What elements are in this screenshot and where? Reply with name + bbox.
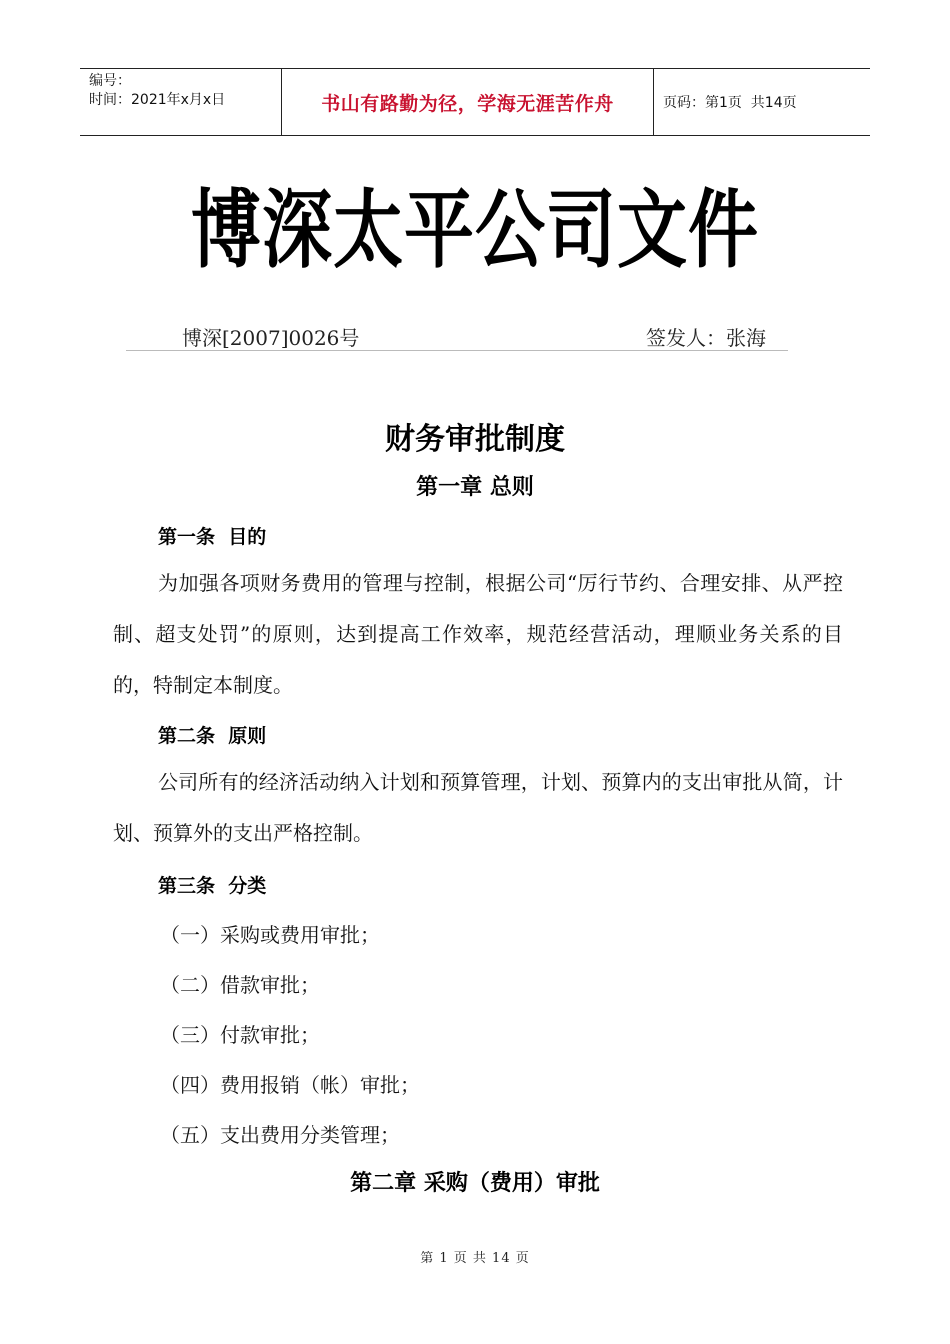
- header-motto: 书山有路勤为径，学海无涯苦作舟: [282, 69, 654, 135]
- article-1-text: 为加强各项财务费用的管理与控制，根据公司“厉行节约、合理安排、从严控制、超支处罚”的原则，达到提高工作效率，规范经营活动，理顺业务关系的目的，特制定本制度。: [113, 571, 843, 697]
- document-number-row: [126, 318, 788, 351]
- article-3-heading: 第三条 分类: [158, 875, 267, 897]
- list-item: （一）采购或费用审批；: [160, 923, 380, 947]
- list-item: （五）支出费用分类管理；: [160, 1123, 400, 1147]
- list-item: （四）费用报销（帐）审批；: [160, 1073, 420, 1097]
- article-1-heading: 第一条 目的: [158, 526, 267, 548]
- list-item: （二）借款审批；: [160, 973, 320, 997]
- page-footer: 第 1 页 共 14 页: [420, 1251, 530, 1266]
- document-number: 博深[2007]0026号: [182, 326, 360, 350]
- chapter-1-heading: 第一章 总则: [416, 475, 534, 500]
- article-2-heading: 第二条 原则: [158, 725, 267, 747]
- page-header-table: [80, 68, 870, 136]
- header-meta-cell: [80, 69, 282, 135]
- article-2-text: 公司所有的经济活动纳入计划和预算管理，计划、预算内的支出审批从简，计划、预算外的支出严格控制。: [113, 770, 843, 845]
- document-title: 财务审批制度: [385, 422, 565, 457]
- header-page-info-cell: [654, 69, 870, 135]
- chapter-2-heading: 第二章 采购（费用）审批: [350, 1171, 600, 1196]
- company-title: 博深太平公司文件: [191, 180, 759, 281]
- signer: 签发人：张海: [646, 326, 766, 350]
- header-page-info: 页码：第1页 共14页: [663, 95, 797, 111]
- list-item: （三）付款审批；: [160, 1023, 320, 1047]
- time-label: 时间：2021年x月x日: [89, 92, 226, 108]
- number-label: 编号：: [89, 73, 131, 89]
